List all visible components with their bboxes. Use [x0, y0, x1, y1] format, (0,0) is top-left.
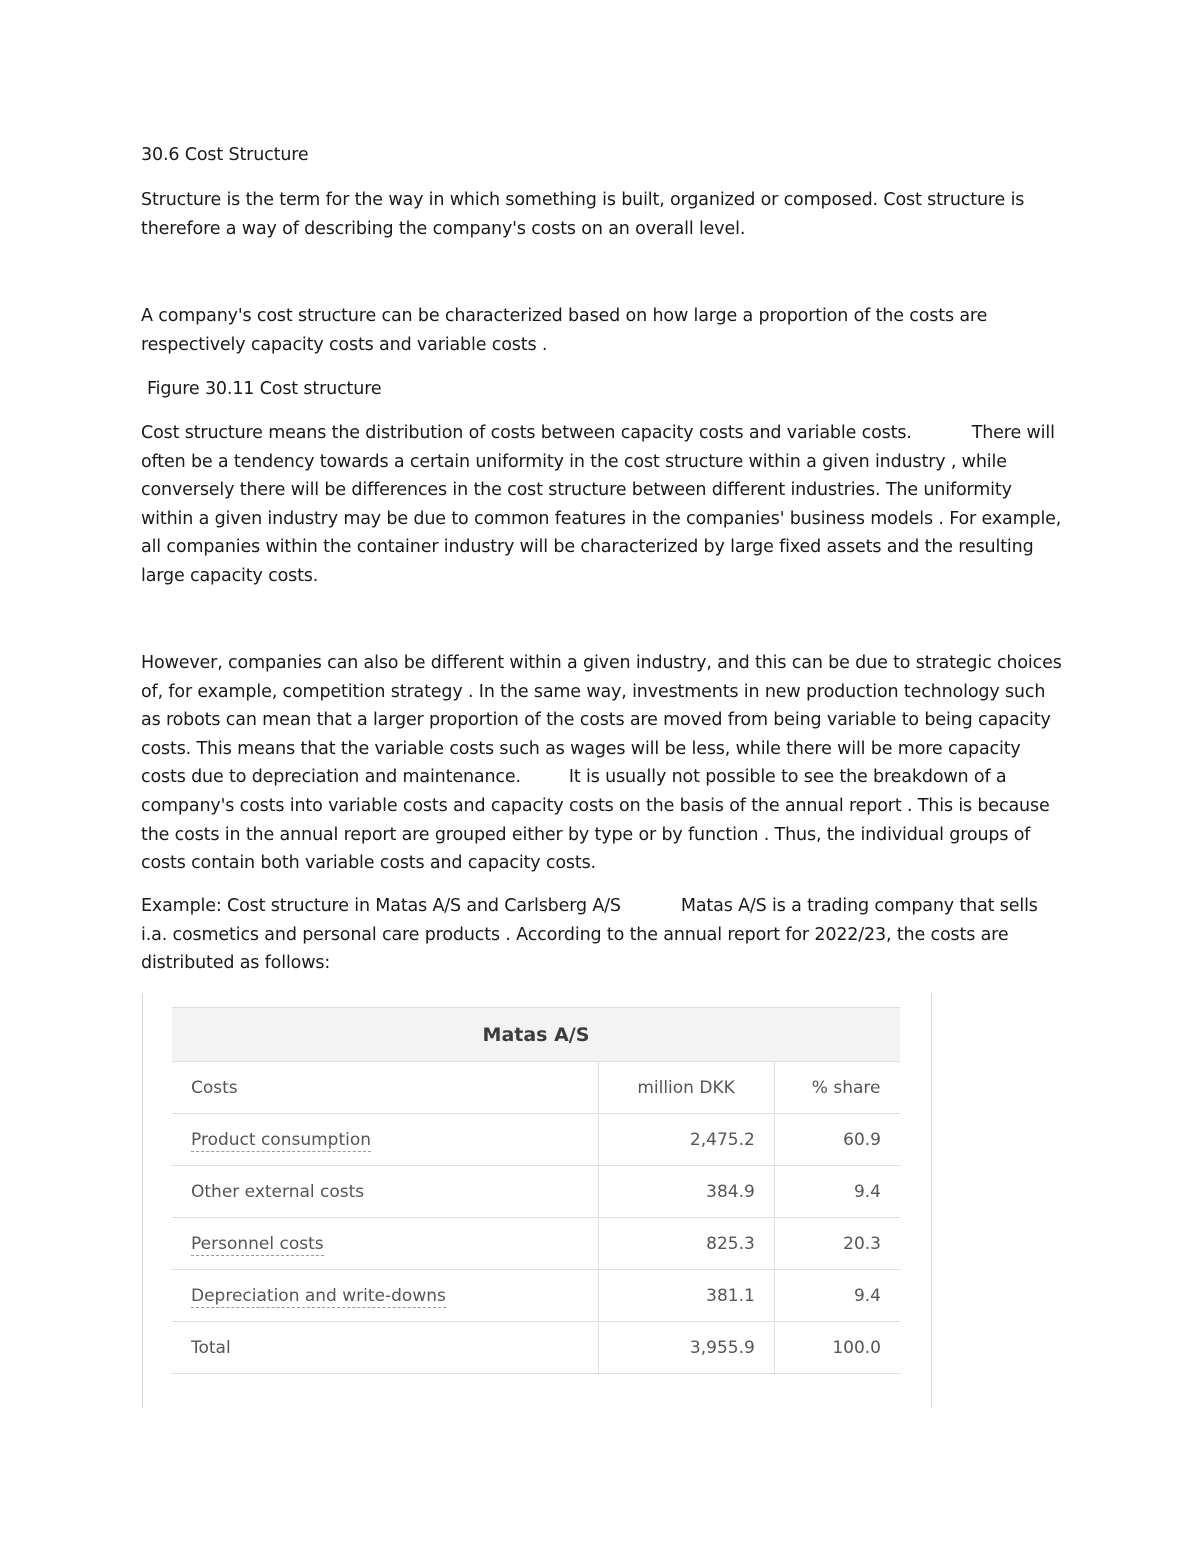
paragraph-example-title: Example: Cost structure in Matas A/S and Carlsberg A/S — [141, 896, 621, 916]
cell-share: 9.4 — [774, 1166, 900, 1218]
cell-amount: 384.9 — [599, 1166, 774, 1218]
header-share: % share — [774, 1062, 900, 1114]
section-heading: 30.6 Cost Structure — [141, 145, 309, 165]
cell-share: 60.9 — [774, 1114, 900, 1166]
embedded-table-image — [142, 993, 932, 1408]
cell-total-share: 100.0 — [774, 1322, 900, 1374]
paragraph-cost-structure-meaning-part2: There will often be a tendency towards a certain uniformity in the cost structure within a given industry , while conversely there will be differences in the cost structure between different industries. The uniformity within a given industry may be due to common features in the companies' business models . For example, all companies within the container industry will be characterized by large fixed assets and the resulting large capacity costs. — [141, 423, 1062, 586]
cell-cost-label: Other external costs — [172, 1166, 599, 1218]
paragraph-cost-structure-meaning-part1: Cost structure means the distribution of costs between capacity costs and variable costs. — [141, 423, 912, 443]
table-row — [172, 1166, 900, 1218]
cell-total-label: Total — [172, 1322, 599, 1374]
cell-amount: 2,475.2 — [599, 1114, 774, 1166]
cell-amount: 381.1 — [599, 1270, 774, 1322]
table-title: Matas A/S — [172, 1008, 900, 1062]
paragraph-structure-definition: Structure is the term for the way in which something is built, organized or composed. Cost structure is therefore a way of describing the company's costs on an overall level. — [141, 190, 1025, 239]
table-row — [172, 1270, 900, 1322]
paragraph-industry-differences — [141, 649, 1066, 878]
paragraph-cost-structure-characterization: A company's cost structure can be characterized based on how large a proportion of the costs are respectively capacity costs and variable costs . — [141, 306, 988, 355]
paragraph-example-body: Matas A/S is a trading company that sells i.a. cosmetics and personal care products . According to the annual report for 2022/23, the costs are distributed as follows: — [141, 896, 1038, 974]
paragraph-industry-differences-part1: However, companies can also be different within a given industry, and this can be due to strategic choices of, for example, competition strategy . In the same way, investments in new production technology such as robots can mean that a larger proportion of the costs are moved from being variable to being capacity costs. This means that the variable costs such as wages will be less, while there will be more capacity costs due to depreciation and maintenance. — [141, 653, 1062, 788]
cell-total-amount: 3,955.9 — [599, 1322, 774, 1374]
table-row — [172, 1218, 900, 1270]
cell-amount: 825.3 — [599, 1218, 774, 1270]
cost-link-product-consumption[interactable]: Product consumption — [191, 1129, 372, 1150]
table-row — [172, 1114, 900, 1166]
table-header-row — [172, 1062, 900, 1114]
header-costs: Costs — [172, 1062, 599, 1114]
table-total-row — [172, 1322, 900, 1374]
cell-share: 20.3 — [774, 1218, 900, 1270]
figure-caption: Figure 30.11 Cost structure — [147, 379, 382, 399]
paragraph-cost-structure-meaning — [141, 419, 1066, 591]
paragraph-example-intro — [141, 892, 1066, 978]
cost-link-personnel-costs[interactable]: Personnel costs — [191, 1233, 324, 1254]
cost-table — [172, 1007, 900, 1374]
paragraph-industry-differences-part2: It is usually not possible to see the breakdown of a company's costs into variable costs and capacity costs on the basis of the annual report . This is because the costs in the annual report are grouped either by type or by function . Thus, the individual groups of costs contain both variable costs and capacity costs. — [141, 767, 1050, 874]
cell-share: 9.4 — [774, 1270, 900, 1322]
header-million-dkk: million DKK — [599, 1062, 774, 1114]
cost-link-depreciation[interactable]: Depreciation and write-downs — [191, 1285, 446, 1306]
